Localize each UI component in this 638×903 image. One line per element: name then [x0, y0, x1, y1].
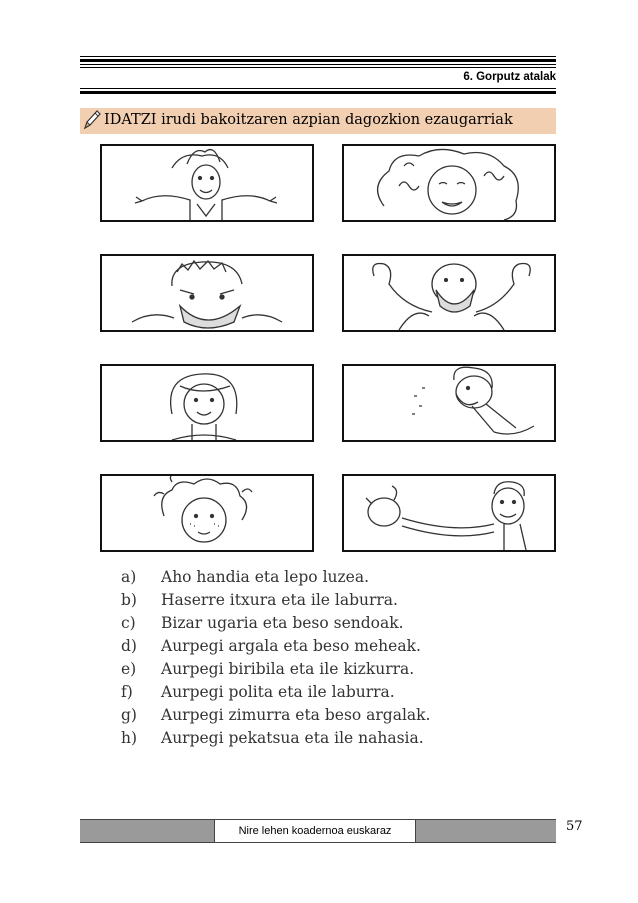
list-item — [121, 589, 431, 612]
pencil-icon — [82, 109, 102, 131]
item-text: Bizar ugaria eta beso sendoak. — [161, 614, 404, 632]
header-rule-bottom — [80, 88, 556, 96]
item-label: c) — [121, 614, 136, 632]
item-label: g) — [121, 706, 137, 724]
list-item — [121, 658, 431, 681]
item-text: Aurpegi polita eta ile laburra. — [161, 683, 395, 701]
item-text: Aurpegi zimurra eta beso argalak. — [161, 706, 431, 724]
list-item — [121, 612, 431, 635]
panel-curly-woman — [342, 144, 556, 222]
item-label: a) — [121, 568, 137, 586]
item-label: e) — [121, 660, 137, 678]
instruction-bar — [80, 108, 556, 134]
book-title: Nire lehen koadernoa euskaraz — [214, 820, 416, 842]
list-item — [121, 635, 431, 658]
panel-thin-arms — [342, 474, 556, 552]
item-text: Aurpegi argala eta beso meheak. — [161, 637, 421, 655]
footer-bar — [80, 819, 556, 843]
panel-muscular-man — [342, 254, 556, 332]
list-item — [121, 566, 431, 589]
answer-list — [121, 566, 431, 750]
panel-long-neck — [342, 364, 556, 442]
list-item — [121, 704, 431, 727]
header-rule-top — [80, 56, 556, 70]
item-label: f) — [121, 683, 133, 701]
list-item — [121, 727, 431, 750]
list-item — [121, 681, 431, 704]
item-label: h) — [121, 729, 138, 747]
panel-freckled-messy — [100, 474, 314, 552]
item-text: Haserre itxura eta ile laburra. — [161, 591, 398, 609]
panel-girl-short-hair — [100, 364, 314, 442]
instruction-text: IDATZI irudi bakoitzaren azpian dagozkion ezaugarriak — [104, 112, 513, 128]
panel-cowboy — [100, 144, 314, 222]
page-number: 57 — [566, 819, 583, 834]
panel-angry-bearded — [100, 254, 314, 332]
item-text: Aurpegi pekatsua eta ile nahasia. — [161, 729, 424, 747]
item-text: Aho handia eta lepo luzea. — [161, 568, 370, 586]
item-text: Aurpegi biribila eta ile kizkurra. — [161, 660, 415, 678]
chapter-title: 6. Gorputz atalak — [463, 71, 556, 83]
item-label: d) — [121, 637, 137, 655]
item-label: b) — [121, 591, 137, 609]
